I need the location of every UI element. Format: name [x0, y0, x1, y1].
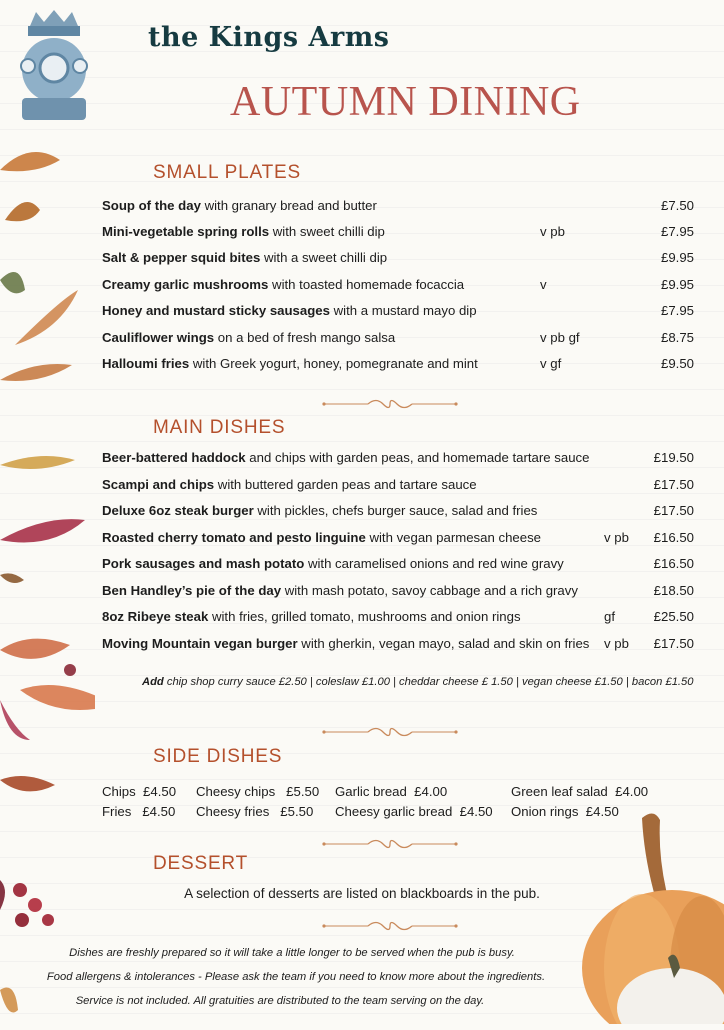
menu-item	[102, 195, 694, 217]
sides-column	[335, 782, 493, 822]
item-name: Roasted cherry tomato and pesto linguine	[102, 530, 366, 545]
item-description: with a sweet chilli dip	[260, 250, 388, 265]
item-price: £7.95	[660, 224, 694, 239]
sides-column	[102, 782, 176, 822]
item-price: £7.95	[660, 303, 694, 318]
dietary-tags: v pb	[540, 224, 565, 239]
item-description: on a bed of fresh mango salsa	[214, 330, 396, 345]
dietary-tags: gf	[604, 609, 615, 624]
menu-item	[102, 633, 694, 655]
addons-line	[142, 676, 693, 688]
side-price: £4.50	[142, 804, 176, 819]
item-name: 8oz Ribeye steak	[102, 609, 209, 624]
side-dishes-heading: SIDE DISHES	[153, 746, 283, 767]
ornament-divider-icon	[320, 724, 460, 740]
item-name: Creamy garlic mushrooms	[102, 277, 269, 292]
side-price: £5.50	[280, 804, 314, 819]
item-price: £8.75	[660, 330, 694, 345]
item-name: Scampi and chips	[102, 477, 215, 492]
menu-item	[102, 353, 694, 375]
dessert-heading: DESSERT	[153, 853, 248, 874]
item-name: Ben Handley’s pie of the day	[102, 583, 282, 598]
side-name: Cheesy fries	[196, 804, 270, 819]
menu-item	[102, 474, 694, 496]
item-description: with Greek yogurt, honey, pomegranate and mint	[189, 356, 478, 371]
side-price: £4.00	[414, 784, 448, 799]
diving-helmet-crown-icon	[8, 8, 100, 126]
item-name: Salt & pepper squid bites	[102, 250, 261, 265]
item-description: with sweet chilli dip	[269, 224, 385, 239]
item-description: with toasted homemade focaccia	[268, 277, 465, 292]
menu-item	[102, 327, 694, 349]
side-item	[335, 802, 493, 822]
notice-line: Service is not included. All gratuities are distributed to the team serving on the day.	[75, 995, 485, 1007]
side-price: £5.50	[286, 784, 320, 799]
side-price: £4.00	[615, 784, 649, 799]
side-item	[102, 802, 176, 822]
item-price: £9.50	[660, 356, 694, 371]
pumpkin-decoration	[572, 808, 724, 1024]
dietary-tags: v pb	[604, 636, 629, 651]
item-name: Honey and mustard sticky sausages	[102, 303, 330, 318]
main-dishes-heading: MAIN DISHES	[153, 417, 286, 438]
side-item	[196, 802, 319, 822]
item-description: with gherkin, vegan mayo, salad and skin on fries	[297, 636, 590, 651]
item-name: Deluxe 6oz steak burger	[102, 503, 254, 518]
brand-name: the Kings Arms	[148, 22, 390, 53]
item-name: Beer-battered haddock	[102, 450, 246, 465]
item-description: with fries, grilled tomato, mushrooms and onion rings	[208, 609, 521, 624]
menu-item	[102, 580, 694, 602]
side-item	[196, 782, 319, 802]
item-description: with a mustard mayo dip	[329, 303, 477, 318]
menu-item	[102, 300, 694, 322]
dietary-tags: v pb gf	[540, 330, 580, 345]
notice-line: Dishes are freshly prepared so it will take a little longer to be served when the pub is busy.	[69, 947, 515, 959]
item-price: £16.50	[653, 530, 694, 545]
item-description: with buttered garden peas and tartare sauce	[214, 477, 477, 492]
ornament-divider-icon	[320, 396, 460, 412]
item-description: with vegan parmesan cheese	[365, 530, 542, 545]
side-name: Chips	[102, 784, 136, 799]
side-item	[511, 782, 648, 802]
item-price: £17.50	[653, 477, 694, 492]
menu-item	[102, 274, 694, 296]
side-price: £4.50	[585, 804, 619, 819]
item-description: with pickles, chefs burger sauce, salad and fries	[253, 503, 538, 518]
item-price: £16.50	[653, 556, 694, 571]
menu-item	[102, 221, 694, 243]
item-name: Moving Mountain vegan burger	[102, 636, 298, 651]
menu-item	[102, 527, 694, 549]
item-description: with caramelised onions and red wine gravy	[304, 556, 564, 571]
addons-text: chip shop curry sauce £2.50 | coleslaw £1.00 | cheddar cheese £ 1.50 | vegan cheese £1.50 | bacon £1.50	[163, 676, 694, 688]
item-price: £7.50	[660, 198, 694, 213]
sides-column	[196, 782, 319, 822]
item-name: Halloumi fries	[102, 356, 190, 371]
item-price: £25.50	[653, 609, 694, 624]
item-price: £18.50	[653, 583, 694, 598]
item-price: £9.95	[660, 250, 694, 265]
menu-item	[102, 553, 694, 575]
dessert-text: A selection of desserts are listed on blackboards in the pub.	[184, 886, 540, 901]
item-name: Pork sausages and mash potato	[102, 556, 305, 571]
side-item	[335, 782, 493, 802]
notice-line: Food allergens & intolerances - Please ask the team if you need to know more about the ingredients.	[46, 971, 546, 983]
page-title: AUTUMN DINING	[230, 79, 581, 125]
menu-item	[102, 247, 694, 269]
item-price: £17.50	[653, 636, 694, 651]
side-name: Cheesy garlic bread	[335, 804, 453, 819]
dietary-tags: v	[540, 277, 547, 292]
side-name: Cheesy chips	[196, 784, 276, 799]
item-description: and chips with garden peas, and homemade tartare sauce	[245, 450, 590, 465]
item-name: Cauliflower wings	[102, 330, 215, 345]
dietary-tags: v pb	[604, 530, 629, 545]
ornament-divider-icon	[320, 918, 460, 934]
menu-item	[102, 606, 694, 628]
side-name: Onion rings	[511, 804, 579, 819]
side-name: Green leaf salad	[511, 784, 608, 799]
side-price: £4.50	[143, 784, 177, 799]
dietary-tags: v gf	[540, 356, 562, 371]
item-price: £17.50	[653, 503, 694, 518]
menu-item	[102, 447, 694, 469]
small-plates-heading: SMALL PLATES	[153, 162, 301, 183]
item-name: Soup of the day	[102, 198, 201, 213]
addons-label: Add	[142, 676, 164, 688]
side-price: £4.50	[459, 804, 493, 819]
side-item	[102, 782, 176, 802]
item-name: Mini-vegetable spring rolls	[102, 224, 270, 239]
side-name: Garlic bread	[335, 784, 407, 799]
item-price: £9.95	[660, 277, 694, 292]
side-name: Fries	[102, 804, 132, 819]
item-price: £19.50	[653, 450, 694, 465]
menu-item	[102, 500, 694, 522]
ornament-divider-icon	[320, 836, 460, 852]
item-description: with granary bread and butter	[200, 198, 377, 213]
item-description: with mash potato, savoy cabbage and a rich gravy	[281, 583, 578, 598]
